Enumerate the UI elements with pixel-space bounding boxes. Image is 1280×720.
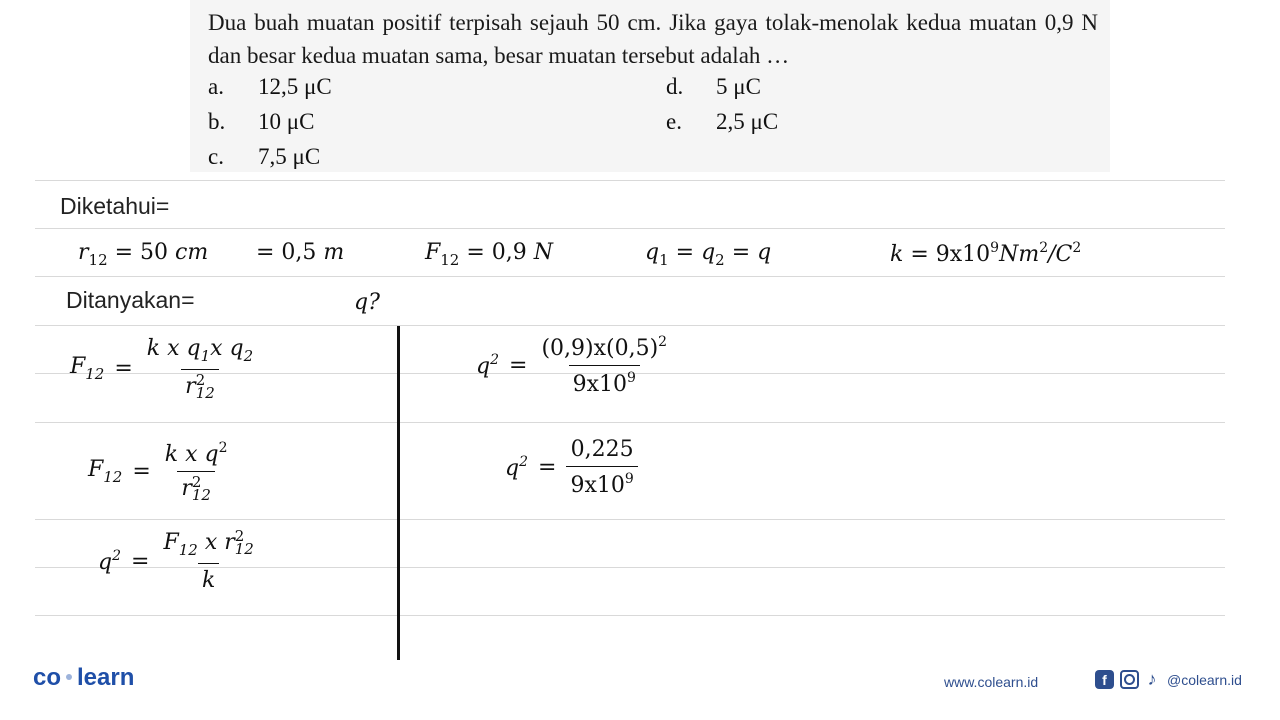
instagram-icon[interactable] xyxy=(1120,670,1139,689)
calc-simplified: $q^2$ = $\frac{0,225}{9x10^9}$ xyxy=(505,437,638,498)
facebook-icon[interactable]: f xyxy=(1095,670,1114,689)
f12-given: $F_{12} = 0,9$ N xyxy=(425,240,554,269)
rule-line xyxy=(35,180,1225,181)
formula-coulomb-equal-charges: $F_{12}$ = k x $q^2$ r 2 12 xyxy=(88,440,228,504)
rule-line xyxy=(35,228,1225,229)
option-a: a. 12,5 μC xyxy=(208,74,332,99)
rule-line xyxy=(35,615,1225,616)
charges-equal: $q_1 = q_2 = q$ xyxy=(645,240,772,269)
tiktok-icon[interactable]: ♪ xyxy=(1147,669,1157,689)
calc-substitution: $q^2$ = $\frac{(0,9)x(0,5)^2}{9x10^9}$ xyxy=(476,334,668,397)
rule-line xyxy=(35,276,1225,277)
r12-converted: = 0,5 m xyxy=(256,240,345,265)
formula-q-squared: $q^2$ = $F_{12}$ x r 2 12 k xyxy=(98,527,254,593)
option-e: e. 2,5 μC xyxy=(666,109,779,134)
asked-value: q? xyxy=(354,290,380,315)
question-text: Dua buah muatan positif terpisah sejauh 50 cm. Jika gaya tolak-menolak kedua muatan 0,9 N dan besar kedua muatan sama, besar muatan tersebut adalah … xyxy=(208,10,1098,68)
social-handle: @colearn.id xyxy=(1167,671,1242,688)
website-link[interactable]: www.colearn.id xyxy=(944,674,1039,690)
social-links xyxy=(1095,670,1242,689)
rule-line xyxy=(35,325,1225,326)
r12-given: $r_{12} = 50$ cm xyxy=(78,240,209,269)
known-label: Diketahui= xyxy=(60,193,170,219)
coulomb-constant: $k = 9x10^9Nm^2/C^2$ xyxy=(890,240,1082,267)
option-c: c. 7,5 μC xyxy=(208,144,321,169)
option-b: b. 10 μC xyxy=(208,109,315,134)
asked-label: Ditanyakan= xyxy=(66,287,195,313)
rule-line xyxy=(35,422,1225,423)
option-d: d. 5 μC xyxy=(666,74,761,99)
formula-coulomb: $F_{12}$ = k x $q_1x$ $q_2$ r 2 12 xyxy=(70,336,254,402)
colearn-logo: co learn xyxy=(33,664,135,691)
rule-line xyxy=(35,519,1225,520)
column-divider xyxy=(397,326,400,660)
